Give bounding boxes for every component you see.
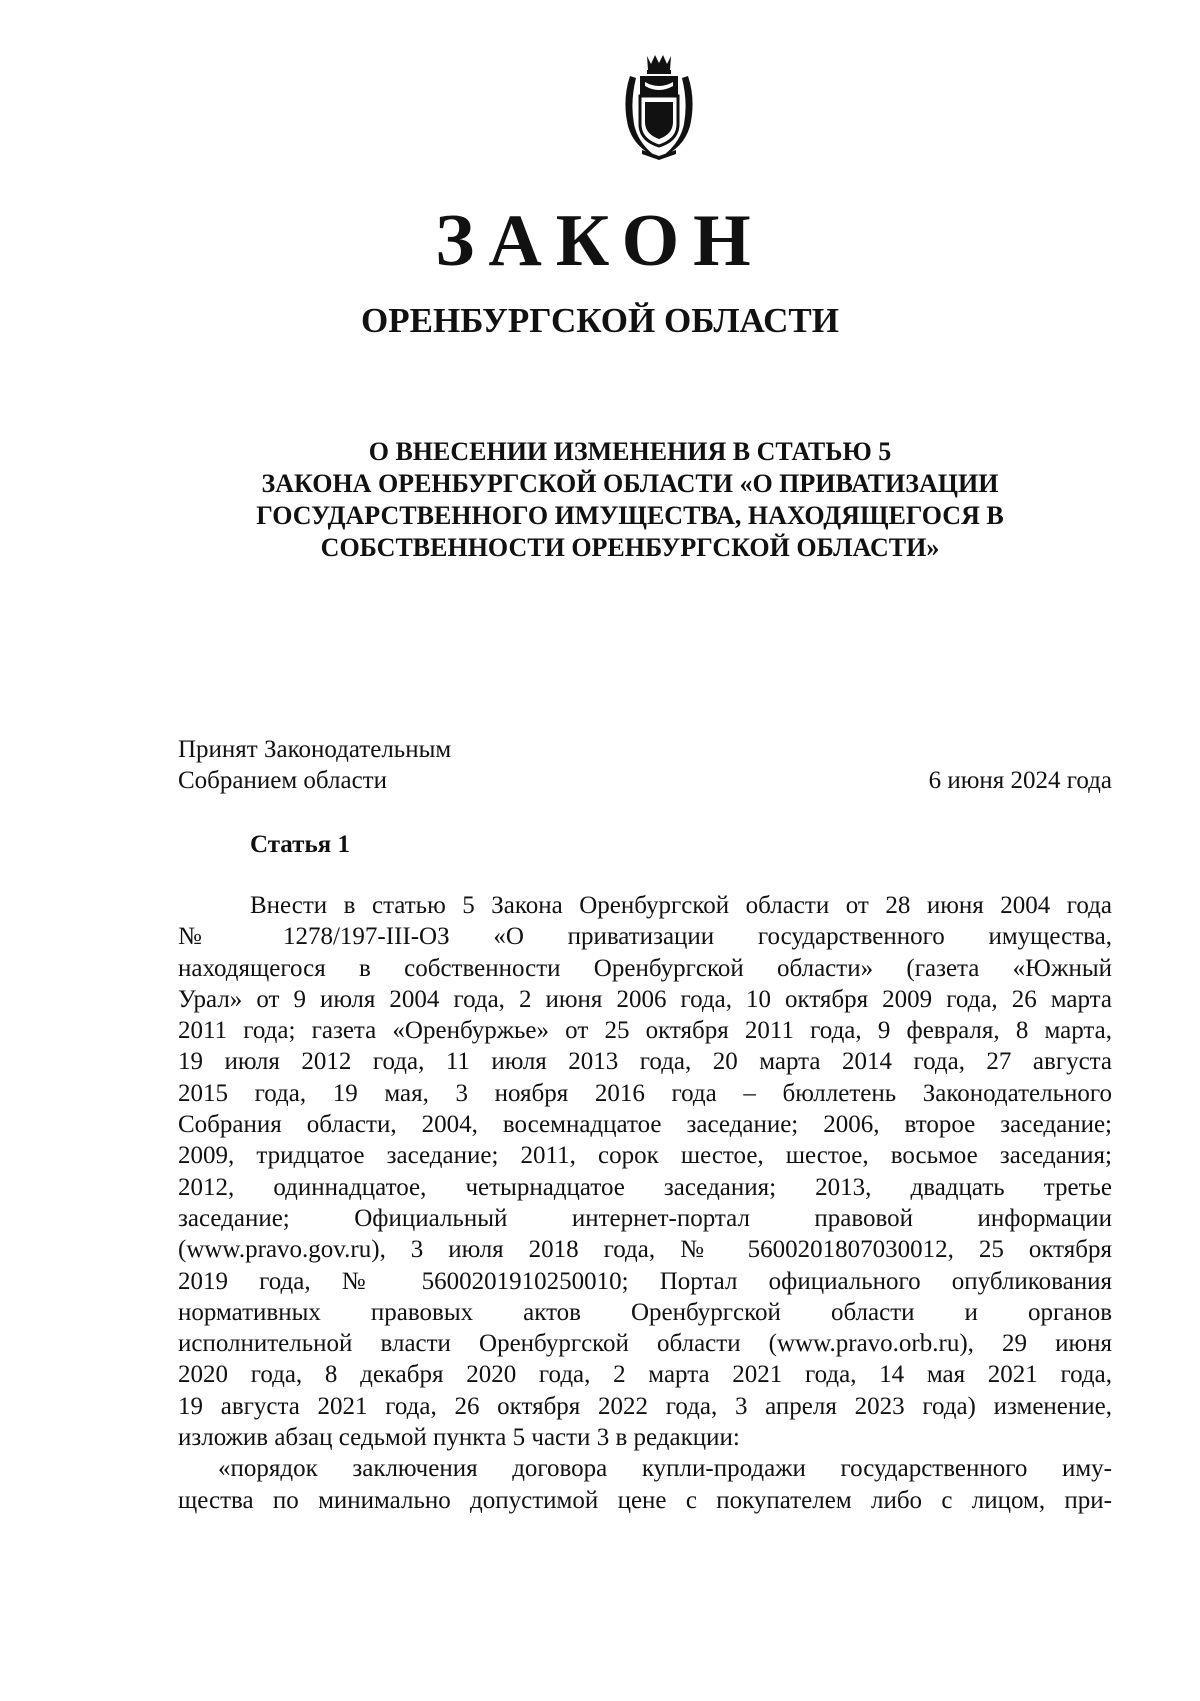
body-line: находящегося в собственности Оренбургской области» (газета «Южный [178, 954, 1112, 982]
body-line: щества по минимально допустимой цене с покупателем либо с лицом, при- [178, 1486, 1112, 1514]
body-line: 2015 года, 19 мая, 3 ноября 2016 года – бюллетень Законодательного [178, 1079, 1112, 1107]
body-line: (www.pravo.gov.ru), 3 июля 2018 года, № 5600201807030012, 25 октября [178, 1236, 1112, 1264]
document-title: ЗАКОН [435, 200, 765, 282]
article-heading: Статья 1 [250, 831, 350, 858]
body-line: нормативных правовых актов Оренбургской области и органов [178, 1298, 1112, 1326]
body-line: 2020 года, 8 декабря 2020 года, 2 марта 2021 года, 14 мая 2021 года, [178, 1361, 1112, 1389]
law-name-line: СОБСТВЕННОСТИ ОРЕНБУРГСКОЙ ОБЛАСТИ» [320, 533, 940, 562]
article-body [178, 890, 1112, 1516]
body-line: 19 августа 2021 года, 26 октября 2022 года, 3 апреля 2023 года) изменение, [178, 1392, 1112, 1420]
body-line: 19 июля 2012 года, 11 июля 2013 года, 20 марта 2014 года, 27 августа [178, 1048, 1112, 1076]
body-line: Урал» от 9 июля 2004 года, 2 июня 2006 года, 10 октября 2009 года, 26 марта [178, 985, 1112, 1013]
body-line: Внести в статью 5 Закона Оренбургской области от 28 июня 2004 года [250, 892, 1112, 919]
body-line: Собрания области, 2004, восемнадцатое заседание; 2006, второе заседание; [178, 1111, 1112, 1139]
body-line: 2019 года, № 5600201910250010; Портал официального опубликования [178, 1267, 1112, 1295]
body-line: изложив абзац седьмой пункта 5 части 3 в редакции: [178, 1424, 740, 1452]
body-line: исполнительной власти Оренбургской области (www.pravo.orb.ru), 29 июня [178, 1330, 1112, 1358]
body-line: 2009, тридцатое заседание; 2011, сорок шестое, шестое, восьмое заседания; [178, 1142, 1112, 1170]
law-name-line: О ВНЕСЕНИИ ИЗМЕНЕНИЯ В СТАТЬЮ 5 [368, 437, 892, 466]
law-name-line: ГОСУДАРСТВЕННОГО ИМУЩЕСТВА, НАХОДЯЩЕГОСЯ В [256, 501, 1004, 530]
body-line: заседание; Официальный интернет-портал правовой информации [178, 1204, 1112, 1232]
law-name [150, 436, 1110, 564]
body-line: «порядок заключения договора купли-продажи государственного иму- [218, 1455, 1112, 1483]
adoption-date: 6 июня 2024 года [928, 767, 1112, 794]
body-line: № 1278/197-III-ОЗ «О приватизации государственного имущества, [178, 923, 1112, 951]
body-line: 2012, одиннадцатое, четырнадцатое заседания; 2013, двадцать третье [178, 1173, 1112, 1201]
adoption-note [178, 734, 451, 796]
adoption-line: Принят Законодательным [178, 736, 452, 763]
document-subtitle: ОРЕНБУРГСКОЙ ОБЛАСТИ [361, 301, 839, 340]
body-line: 2011 года; газета «Оренбуржье» от 25 октября 2011 года, 9 февраля, 8 марта, [178, 1017, 1112, 1045]
coat-of-arms-icon [618, 52, 700, 162]
adoption-line: Собранием области [178, 767, 387, 794]
law-name-line: ЗАКОНА ОРЕНБУРГСКОЙ ОБЛАСТИ «О ПРИВАТИЗАЦИИ [261, 469, 999, 498]
